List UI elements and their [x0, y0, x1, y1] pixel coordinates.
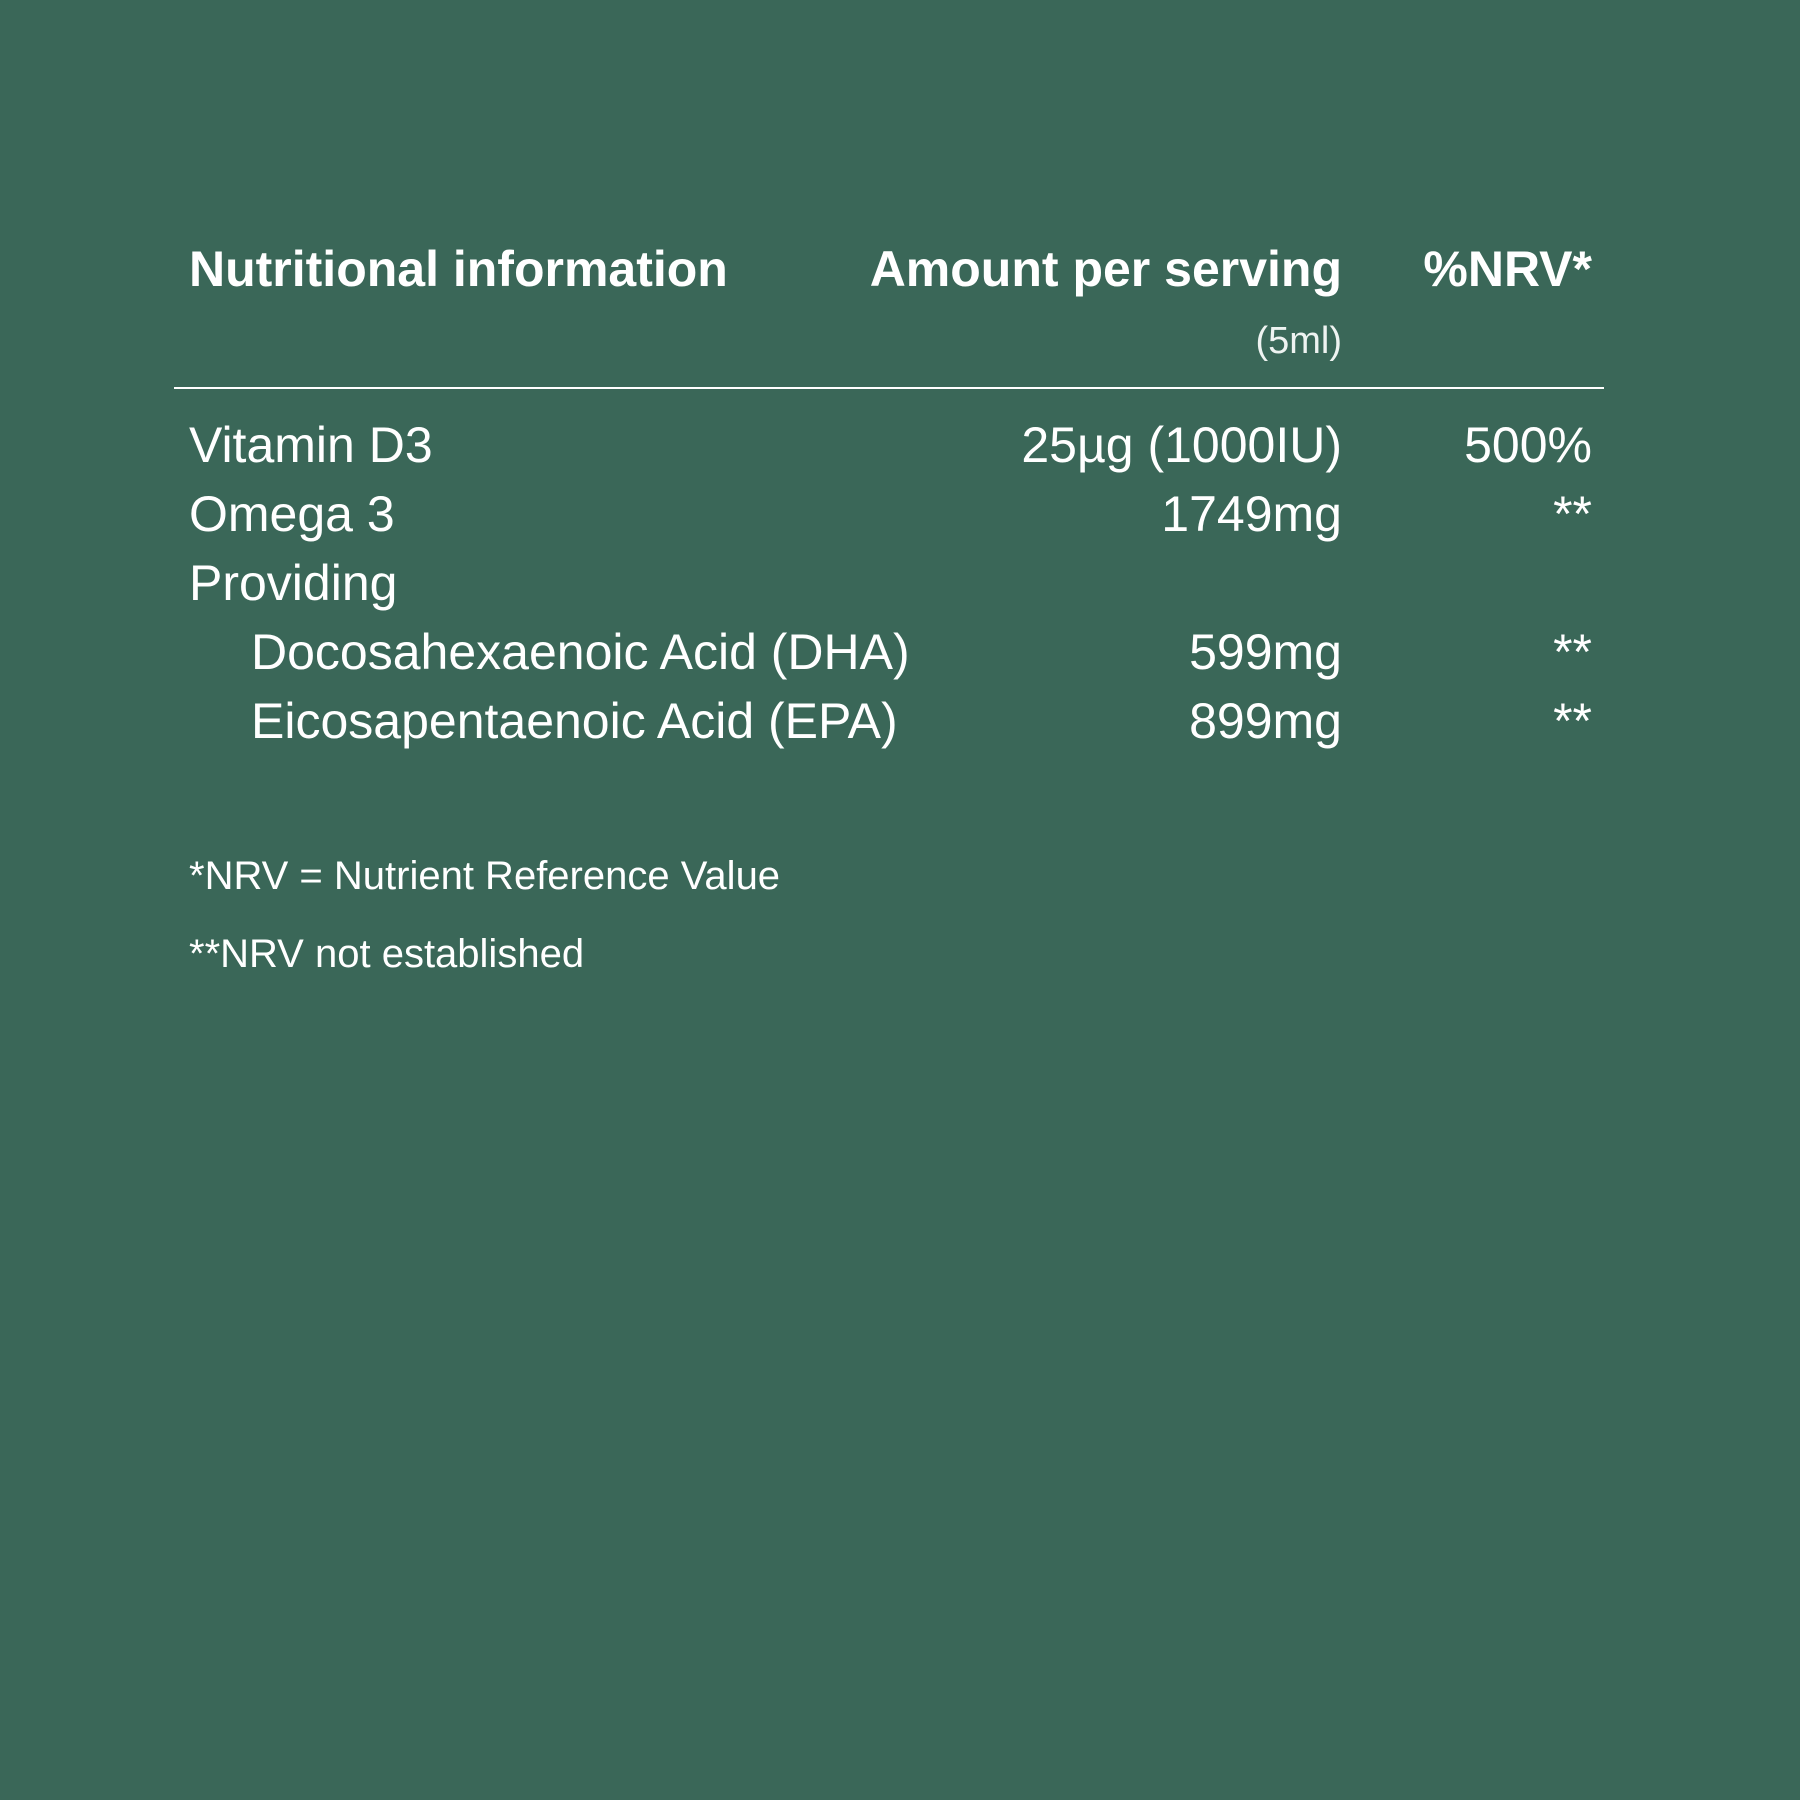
nutrient-nrv: **: [1553, 486, 1592, 542]
nutrient-amount: 1749mg: [1161, 486, 1342, 542]
nutrient-nrv: **: [1553, 693, 1592, 749]
table-row: [0, 484, 1800, 544]
nutrient-name: Omega 3: [189, 486, 395, 542]
header-nutritional-information: Nutritional information: [189, 241, 728, 297]
nutrient-amount: 25µg (1000IU): [1021, 417, 1342, 473]
table-row: [0, 553, 1800, 613]
nutrient-amount: 599mg: [1189, 624, 1342, 680]
table-row: [0, 691, 1800, 751]
nutrient-amount: 899mg: [1189, 693, 1342, 749]
header-serving-size: (5ml): [1255, 320, 1342, 362]
table-row: [0, 415, 1800, 475]
header-divider: [174, 387, 1604, 389]
header-nrv: %NRV*: [1423, 241, 1592, 297]
table-row: [0, 622, 1800, 682]
nutrient-nrv: 500%: [1464, 417, 1592, 473]
nutrient-nrv: **: [1553, 624, 1592, 680]
nutrient-name: Eicosapentaenoic Acid (EPA): [251, 693, 898, 749]
footnote-nrv-not-established: **NRV not established: [189, 932, 585, 976]
nutrient-name: Providing: [189, 555, 398, 611]
nutrient-name: Vitamin D3: [189, 417, 433, 473]
footnote-nrv-definition: *NRV = Nutrient Reference Value: [189, 854, 781, 898]
nutrient-name: Docosahexaenoic Acid (DHA): [251, 624, 910, 680]
header-amount-per-serving: Amount per serving: [869, 241, 1342, 297]
